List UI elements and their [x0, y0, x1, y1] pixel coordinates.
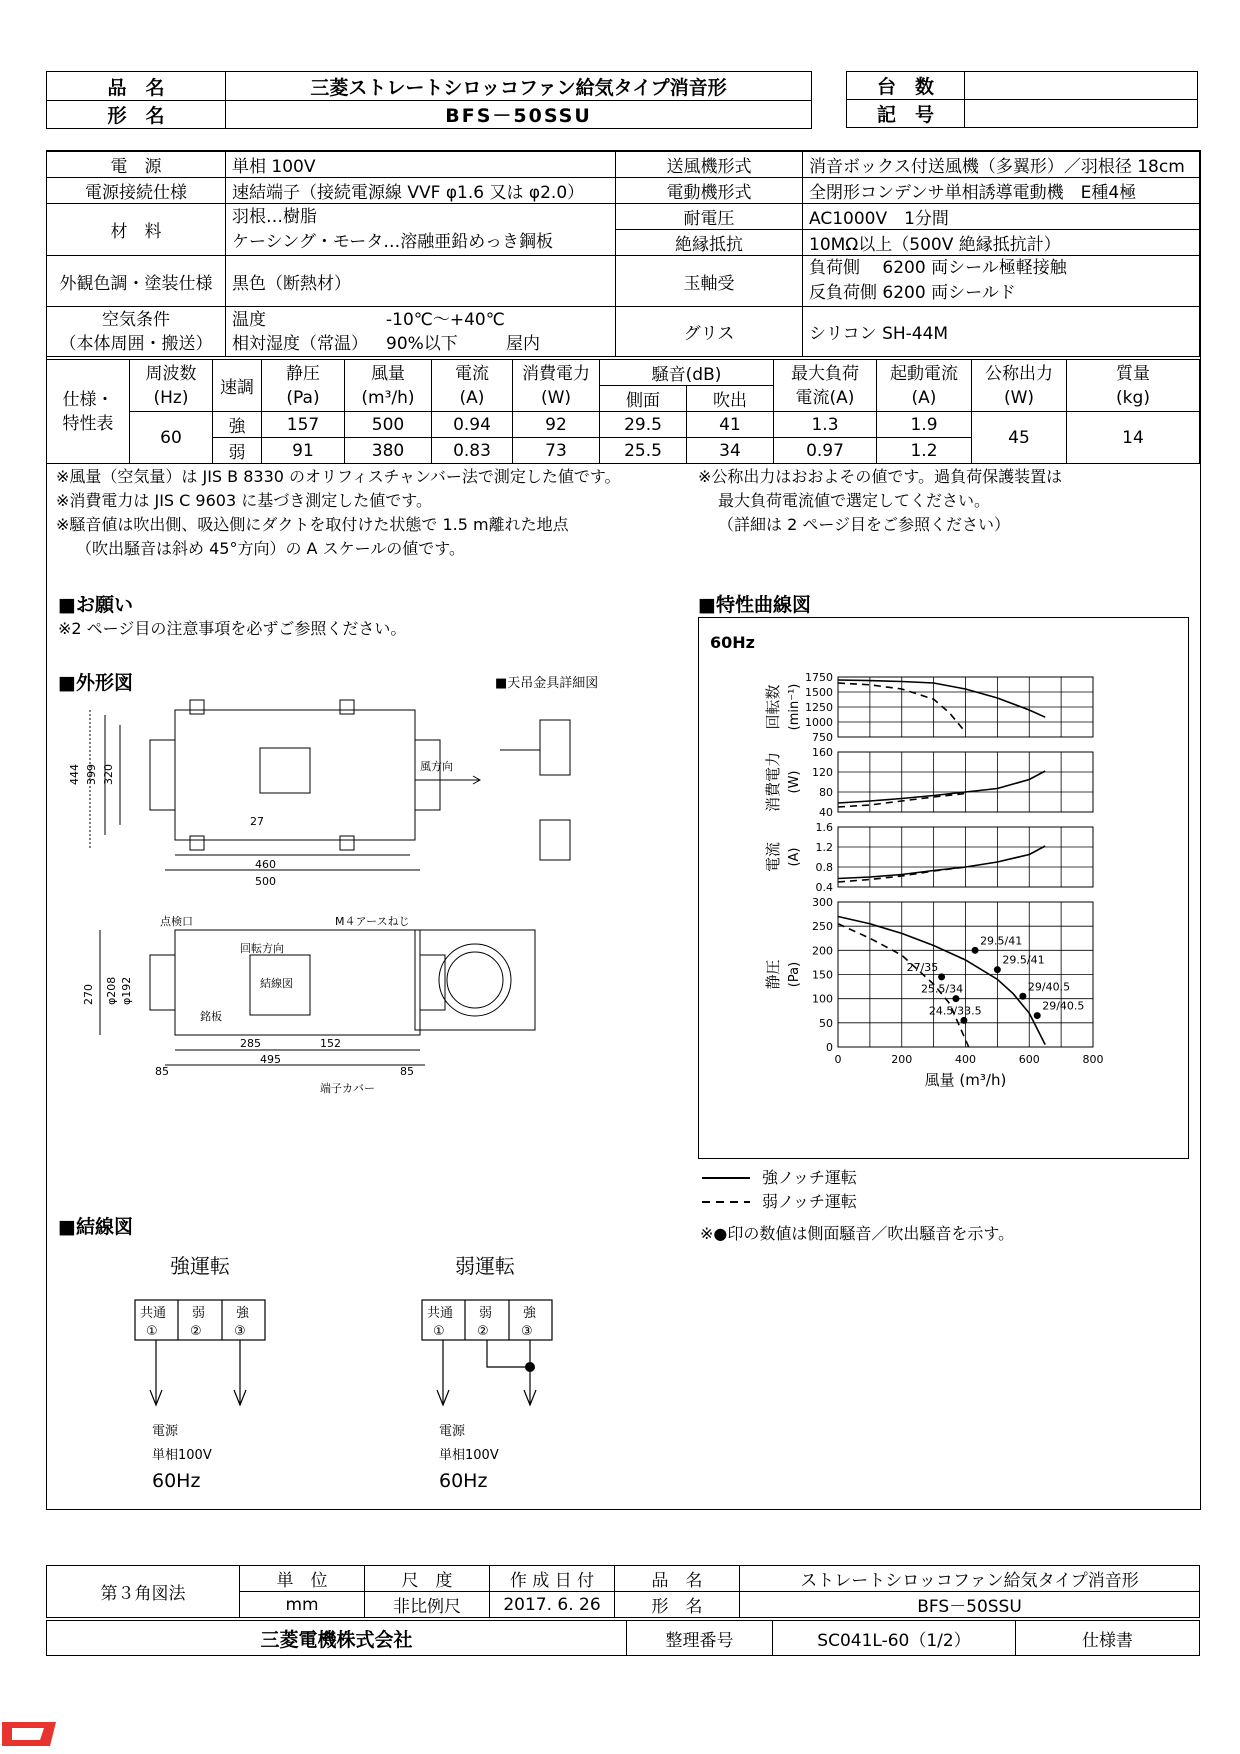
rated-header-text: 公称出力	[985, 363, 1053, 384]
y-tick-label: 1250	[805, 701, 833, 714]
projection: 第３角図法	[47, 1566, 240, 1618]
x-axis-label: 風量 (m³/h)	[924, 1071, 1007, 1089]
chart-title: ■特性曲線図	[698, 594, 811, 616]
footer-model-value: BFS－50SSU	[740, 1592, 1200, 1618]
power-freq: 60Hz	[152, 1470, 201, 1492]
dim-label: 399	[85, 764, 98, 785]
side-noise-cell: 29.5	[600, 412, 687, 438]
dim-label: 85	[400, 1065, 414, 1078]
bearing-value	[803, 256, 1200, 307]
unit-label: 単 位	[240, 1566, 365, 1592]
footer-product-value: ストレートシロッコファン給気タイプ消音形	[740, 1566, 1200, 1592]
dim-label: φ208	[105, 976, 118, 1005]
note-3: ※騒音値は吹出側、吸込側にダクトを取付けた状態で 1.5 m離れた地点	[56, 515, 569, 534]
perf-label-1: 仕様・	[62, 389, 114, 410]
corner-mark-icon	[0, 1718, 60, 1750]
terminal-common: 共通	[140, 1306, 167, 1321]
material-blade: 羽根…樹脂	[232, 206, 317, 227]
y-axis-unit: (W)	[787, 770, 802, 794]
request-text: ※2 ページ目の注意事項を必ずご参照ください。	[58, 619, 407, 638]
junction-dot	[525, 1362, 535, 1372]
mark-label: 記 号	[847, 100, 965, 128]
strong-series-line	[838, 771, 1045, 803]
y-tick-label: 50	[819, 1016, 833, 1030]
air-temp-label: 温度	[232, 309, 266, 330]
noise-point	[938, 973, 945, 980]
y-tick-label: 0	[826, 1041, 833, 1054]
inspection-label: 点検口	[160, 915, 193, 928]
current-cell: 0.83	[432, 438, 513, 464]
y-axis-unit: (Pa)	[787, 961, 802, 988]
pressure-header-unit: (Pa)	[286, 387, 320, 408]
x-tick-label: 200	[891, 1053, 913, 1066]
withstand-value: AC1000V 1分間	[803, 204, 1200, 230]
y-tick-label: 1.6	[815, 821, 833, 834]
current-cell: 0.94	[432, 412, 513, 438]
x-tick-label: 800	[1082, 1053, 1104, 1066]
y-tick-label: 80	[819, 786, 833, 799]
scale-value: 非比例尺	[365, 1592, 490, 1618]
request-title: ■お願い	[58, 594, 133, 616]
scale-label: 尺 度	[365, 1566, 490, 1592]
noise-annotation: 24.5/33.5	[928, 1004, 982, 1018]
noise-point	[960, 1017, 967, 1024]
y-axis-label: 回転数	[764, 684, 782, 730]
legend-strong: 強ノッチ運転	[762, 1168, 857, 1187]
noise-point	[952, 995, 959, 1002]
power-cell: 92	[513, 412, 600, 438]
noise-header: 騒音(dB)	[600, 360, 774, 386]
noise-point	[1034, 1012, 1041, 1019]
mass-value: 14	[1067, 412, 1200, 464]
note-4: （吹出騒音は斜め 45°方向）の A スケールの値です。	[76, 539, 465, 558]
rated-value: 45	[972, 412, 1067, 464]
terminal-label: 端子カバー	[320, 1082, 375, 1095]
air-direction: 風方向	[420, 760, 453, 773]
speed-cell: 強	[213, 412, 262, 438]
outline-title: ■外形図	[58, 672, 133, 694]
rated-header	[972, 360, 1067, 412]
freq-header-text: 周波数	[145, 363, 197, 384]
perf-table	[46, 359, 1200, 464]
y-tick-label: 750	[812, 731, 833, 744]
pressure-cell: 91	[262, 438, 345, 464]
air-label-1: 空気条件	[102, 309, 170, 330]
noise-annotation: 29/40.5	[1027, 980, 1071, 994]
y-tick-label: 1500	[805, 686, 833, 699]
y-axis-label: 静圧	[764, 959, 782, 990]
model-value: BFS－50SSU	[226, 101, 812, 129]
start-cell: 1.2	[877, 438, 972, 464]
model-label: 形 名	[47, 101, 226, 129]
color-label: 外観色調・塗装仕様	[47, 256, 226, 307]
y-tick-label: 1750	[805, 671, 833, 684]
color-value: 黒色（断熱材）	[226, 256, 616, 307]
note-1: ※風量（空気量）は JIS B 8330 のオリフィスチャンバー法で測定した値です。	[56, 467, 621, 486]
pressure-cell: 157	[262, 412, 345, 438]
maxcur-header	[774, 360, 877, 412]
dim-label: φ192	[120, 976, 133, 1005]
strong-title: 強運転	[170, 1254, 230, 1278]
y-tick-label: 1000	[805, 716, 833, 729]
legend-weak: 弱ノッチ運転	[762, 1192, 857, 1211]
dim-label: 270	[82, 984, 95, 1005]
flow-header-text: 風量	[371, 363, 405, 384]
x-tick-label: 600	[1018, 1053, 1040, 1066]
y-tick-label: 40	[819, 806, 833, 819]
x-tick-label: 400	[955, 1053, 976, 1066]
air-temp-value: -10℃～+40℃	[386, 309, 505, 330]
maxcur-cell: 1.3	[774, 412, 877, 438]
note-r1: ※公称出力はおおよその値です。過負荷保護装置は	[698, 467, 1063, 486]
grease-value: シリコン SH-44M	[803, 307, 1200, 357]
doc-type: 仕様書	[1016, 1621, 1200, 1656]
noise-point	[972, 947, 979, 954]
start-header-text: 起動電流	[890, 363, 958, 384]
blower-type-label: 送風機形式	[616, 152, 803, 178]
y-tick-label: 300	[812, 896, 833, 909]
speed-header: 速調	[213, 360, 262, 412]
perf-section-label	[47, 360, 130, 464]
noise-annotation: 27/35	[906, 960, 939, 974]
count-value	[965, 72, 1198, 100]
power-header-unit: (W)	[540, 387, 572, 408]
y-tick-label: 160	[812, 746, 833, 759]
dim-label: 495	[260, 1053, 281, 1066]
speed-cell: 弱	[213, 438, 262, 464]
flow-header-unit: (m³/h)	[361, 387, 415, 408]
flow-header	[345, 360, 432, 412]
y-tick-label: 250	[812, 920, 833, 934]
dim-label: 85	[155, 1065, 169, 1078]
unit-value: mm	[240, 1592, 365, 1618]
terminal-common: 共通	[427, 1306, 454, 1321]
mass-header-text: 質量	[1116, 363, 1150, 384]
motor-type-value: 全閉形コンデンサ単相誘導電動機 E種4極	[803, 178, 1200, 204]
dim-label: 152	[320, 1037, 341, 1050]
motor-type-label: 電動機形式	[616, 178, 803, 204]
noise-annotation: 29.5/41	[1002, 953, 1045, 967]
maxcur-cell: 0.97	[774, 438, 877, 464]
strong-series-line	[838, 680, 1045, 717]
air-hum-value: 90%以下	[386, 333, 458, 354]
power-voltage: 単相100V	[152, 1448, 212, 1463]
material-casing: ケーシング・モータ…溶融亜鉛めっき鋼板	[232, 231, 554, 252]
maxcur-header-text: 最大負荷	[791, 363, 859, 384]
power-cell: 73	[513, 438, 600, 464]
air-label	[47, 307, 226, 357]
wiring-title: ■結線図	[58, 1216, 133, 1238]
footer-product-label: 品 名	[615, 1566, 740, 1592]
mass-header	[1067, 360, 1200, 412]
bearing-load: 負荷側 6200 両シール極軽接触	[809, 258, 1067, 278]
dim-label: 460	[255, 858, 276, 871]
legend-lines	[700, 1168, 760, 1208]
ref-value: SC041L-60（1/2）	[773, 1621, 1016, 1656]
noise-point	[994, 966, 1001, 973]
side-noise-cell: 25.5	[600, 438, 687, 464]
start-header-unit: (A)	[911, 387, 937, 408]
material-label: 材 料	[47, 204, 226, 256]
noise-annotation: 29.5/41	[980, 934, 1023, 948]
air-value	[226, 307, 616, 357]
out-noise-cell: 34	[687, 438, 774, 464]
withstand-label: 耐電圧	[616, 204, 803, 230]
y-axis-unit: (A)	[787, 847, 802, 867]
power-freq: 60Hz	[439, 1470, 488, 1492]
product-name: 三菱ストレートシロッコファン給気タイプ消音形	[226, 72, 812, 101]
dim-label: 320	[102, 764, 115, 785]
current-header	[432, 360, 513, 412]
date-value: 2017. 6. 26	[490, 1592, 615, 1618]
dim-label: 444	[68, 764, 81, 785]
terminal-num: ②	[477, 1324, 489, 1339]
terminal-num: ③	[234, 1324, 246, 1339]
pressure-header-text: 静圧	[286, 363, 320, 384]
strong-series-line	[838, 846, 1045, 879]
terminal-num: ①	[433, 1324, 445, 1339]
air-label-2: （本体周囲・搬送）	[59, 333, 213, 354]
spec-table	[46, 151, 1200, 357]
chart-freq: 60Hz	[710, 633, 755, 652]
noise-side-header: 側面	[600, 386, 687, 412]
insulation-value: 10MΩ以上（500V 絶縁抵抗計）	[803, 230, 1200, 256]
y-tick-label: 150	[812, 968, 833, 982]
footer-model-label: 形 名	[615, 1592, 740, 1618]
dim-label: 27	[250, 815, 264, 828]
air-hum-label: 相対湿度（常温）	[232, 333, 368, 354]
y-tick-label: 200	[812, 944, 833, 958]
y-axis-label: 消費電力	[764, 751, 782, 813]
y-axis-label: 電流	[764, 841, 782, 873]
freq-header	[130, 360, 213, 412]
power-header-text: 消費電力	[522, 363, 590, 384]
notes-right	[698, 465, 1062, 537]
count-label: 台 数	[847, 72, 965, 100]
material-value	[226, 204, 616, 256]
dim-label: 285	[240, 1037, 261, 1050]
freq-header-unit: (Hz)	[153, 387, 189, 408]
product-label: 品 名	[47, 72, 226, 101]
terminal-num: ③	[521, 1324, 533, 1339]
power-header	[513, 360, 600, 412]
noise-point	[1019, 993, 1026, 1000]
insulation-label: 絶縁抵抗	[616, 230, 803, 256]
note-r2: 最大負荷電流値で選定してください。	[718, 491, 991, 510]
y-axis-unit: (min⁻¹)	[787, 683, 802, 731]
ref-label: 整理番号	[627, 1621, 773, 1656]
terminal-strong: 強	[236, 1306, 250, 1321]
power-voltage: 単相100V	[439, 1448, 499, 1463]
bearing-antiload: 反負荷側 6200 両シールド	[809, 283, 1016, 303]
chart-note: ※●印の数値は側面騒音／吹出騒音を示す。	[700, 1224, 1015, 1243]
wiring-label: 結線図	[260, 977, 293, 990]
current-header-text: 電流	[455, 363, 489, 384]
grease-label: グリス	[616, 307, 803, 357]
y-tick-label: 100	[812, 992, 833, 1006]
pressure-header	[262, 360, 345, 412]
terminal-weak: 弱	[192, 1306, 206, 1321]
hanger-title: ■天吊金具詳細図	[495, 676, 599, 691]
start-cell: 1.9	[877, 412, 972, 438]
x-tick-label: 0	[834, 1053, 842, 1066]
rated-header-unit: (W)	[1003, 387, 1035, 408]
note-r3: （詳細は 2 ページ目をご参照ください）	[718, 515, 1011, 534]
mark-value	[965, 100, 1198, 128]
note-2: ※消費電力は JIS C 9603 に基づき測定した値です。	[56, 491, 432, 510]
terminal-num: ①	[146, 1324, 158, 1339]
blower-type-value: 消音ボックス付送風機（多翼形）／羽根径 18cm	[803, 152, 1200, 178]
y-tick-label: 0.8	[815, 861, 833, 874]
connection-value: 速結端子（接続電源線 VVF φ1.6 又は φ2.0）	[226, 178, 616, 204]
noise-annotation: 29/40.5	[1042, 999, 1085, 1013]
outline-drawing	[70, 690, 590, 1100]
rotation-label: 回転方向	[240, 942, 284, 955]
dim-label: 500	[255, 875, 276, 888]
flow-cell: 500	[345, 412, 432, 438]
notes-left	[56, 465, 621, 561]
count-table	[846, 71, 1198, 128]
characteristic-chart	[698, 617, 1188, 1157]
company: 三菱電機株式会社	[47, 1621, 627, 1656]
freq-value: 60	[130, 412, 213, 464]
start-header	[877, 360, 972, 412]
y-tick-label: 0.4	[815, 881, 833, 894]
y-tick-label: 1.2	[815, 841, 833, 854]
power-label: 電源	[152, 1424, 179, 1439]
current-header-unit: (A)	[459, 387, 485, 408]
weak-title: 弱運転	[455, 1254, 515, 1278]
terminal-num: ②	[190, 1324, 202, 1339]
table-row	[47, 412, 1200, 438]
footer-table	[46, 1565, 1200, 1618]
power-label: 電源	[439, 1424, 466, 1439]
connection-label: 電源接続仕様	[47, 178, 226, 204]
power-value: 単相 100V	[226, 152, 616, 178]
terminal-strong: 強	[523, 1306, 537, 1321]
header-table	[46, 71, 812, 129]
nameplate-label: 銘板	[200, 1010, 222, 1023]
flow-cell: 380	[345, 438, 432, 464]
power-label: 電 源	[47, 152, 226, 178]
y-tick-label: 120	[812, 766, 833, 779]
maxcur-header-unit: 電流(A)	[795, 387, 855, 408]
earth-label: M４アースねじ	[335, 915, 410, 928]
terminal-weak: 弱	[479, 1306, 493, 1321]
wiring-diagram	[130, 1255, 590, 1495]
mass-header-unit: (kg)	[1116, 387, 1150, 408]
noise-annotation: 25.5/34	[920, 982, 964, 996]
perf-label-2: 特性表	[62, 413, 114, 434]
bearing-label: 玉軸受	[616, 256, 803, 307]
noise-out-header: 吹出	[687, 386, 774, 412]
footer-table-2	[46, 1620, 1200, 1656]
air-place: 屋内	[506, 333, 540, 354]
out-noise-cell: 41	[687, 412, 774, 438]
date-label: 作 成 日 付	[490, 1566, 615, 1592]
